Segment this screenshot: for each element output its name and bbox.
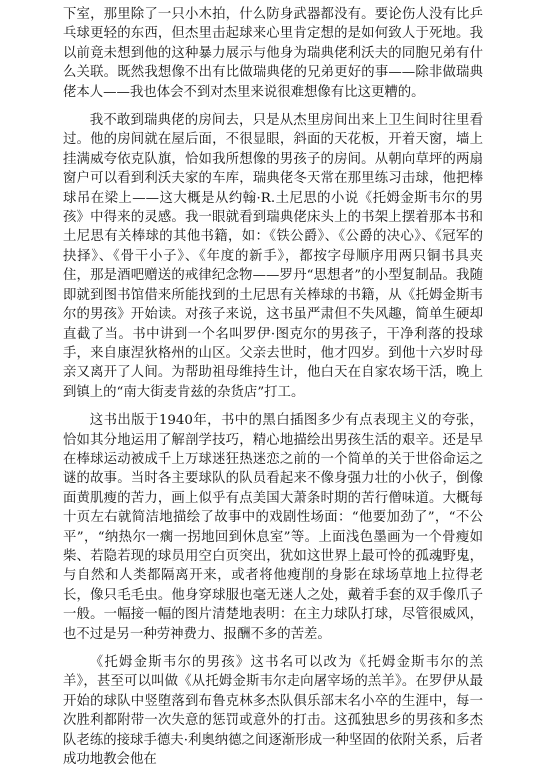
paragraph-3: 这书出版于1940年，书中的黑白插图多少有点表现主义的夸张，恰如其分地运用了解剖学技巧，精心地描绘出男孩生活的艰辛。还是早在棒球运动被成千上万球迷狂热迷恋之前的一个简单的关于世俗命运之谜的故事。当时各主要球队的队员看起来不像身强力壮的小伙子，倒像面黄肌瘦的苦力，画上似乎有点美国大萧条时期的苦行僧味道。大概每十页左右就简洁地描绘了故事中的戏剧性场面：“他要加劲了”，“不公平”，“纳热尔一瘸一拐地回到休息室”等。上面浅色墨画为一个骨瘦如柴、若隐若现的球员用空白页突出，犹如这世界上最可怜的孤魂野鬼，与自然和人类都隔离开来，或者将他瘦削的身影在球场草地上拉得老长，像只毛毛虫。他身穿球服也毫无迷人之处，戴着手套的双手像爪子一般。一幅接一幅的图片清楚地表明：在主力球队打球，尽管很威风，也不过是另一种劳神费力、报酬不多的苦差。 <box>63 413 483 642</box>
document-page <box>63 5 483 778</box>
paragraph-1: 下室，那里除了一只小木拍，什么防身武器都没有。要论伤人没有比乒乓球更轻的东西，但杰里击起球来心里肯定想的是如何致人于死地。我以前竟未想到他的这种暴力展示与他身为瑞典佬利沃夫的同胞兄弟有什么关联。既然我想像不出有比做瑞典佬的兄弟更好的事——除非做瑞典佬本人——我也体会不到对杰里来说很难想像有比这更糟的。 <box>63 7 483 100</box>
paragraph-4: 《托姆金斯韦尔的男孩》这书名可以改为《托姆金斯韦尔的羔羊》，甚至可以叫做《从托姆金斯韦尔走向屠宰场的羔羊》。在罗伊从最开始的球队中竖堕落到布鲁克林多杰队俱乐部末名小卒的生涯中，每一次胜利都附带一次失意的惩罚或意外的打击。这孤独思乡的男孩和多杰队老练的接球手德夫·利奥纳德之间逐渐形成一种坚固的依附关系，后者成功地教会他在 <box>63 655 483 768</box>
paragraph-2: 我不敢到瑞典佬的房间去，只是从杰里房间出来上卫生间时往里看过。他的房间就在屋后面，不很显眼，斜面的天花板，开着天窗，墙上挂满威夸依克队旗，恰如我所想像的男孩子的房间。从朝向草坪的两扇窗户可以看到利沃夫家的车库，瑞典佬冬天常在那里练习击球，他把棒球吊在梁上——这大概是从约翰·R.土尼思的小说《托姆金斯韦尔的男孩》中得来的灵感。我一眼就看到瑞典佬床头上的书架上摆着那本书和土尼思有关棒球的其他书籍，如：《铁公爵》、《公爵的决心》、《冠军的抉择》、《骨干小子》、《年度的新手》，都按字母顺序用两只铜书具夹住，那是酒吧赠送的戒律纪念物——罗丹“思想者”的小型复制品。我随即就到图书馆借来所能找到的土尼思有关棒球的书籍，从《托姆金斯韦尔的男孩》开始读。对孩子来说，这书虽严肃但不失风趣，简单生硬却直截了当。书中讲到一个名叫罗伊·图克尔的男孩子，干净利落的投球手，来自康涅狄格州的山区。父亲去世时，他才四岁。到他十六岁时母亲又离开了人间。为帮助祖母维持生计，他白天在自家农场干活，晚上到镇上的“南大街麦肯兹的杂货店”打工。 <box>63 113 483 400</box>
